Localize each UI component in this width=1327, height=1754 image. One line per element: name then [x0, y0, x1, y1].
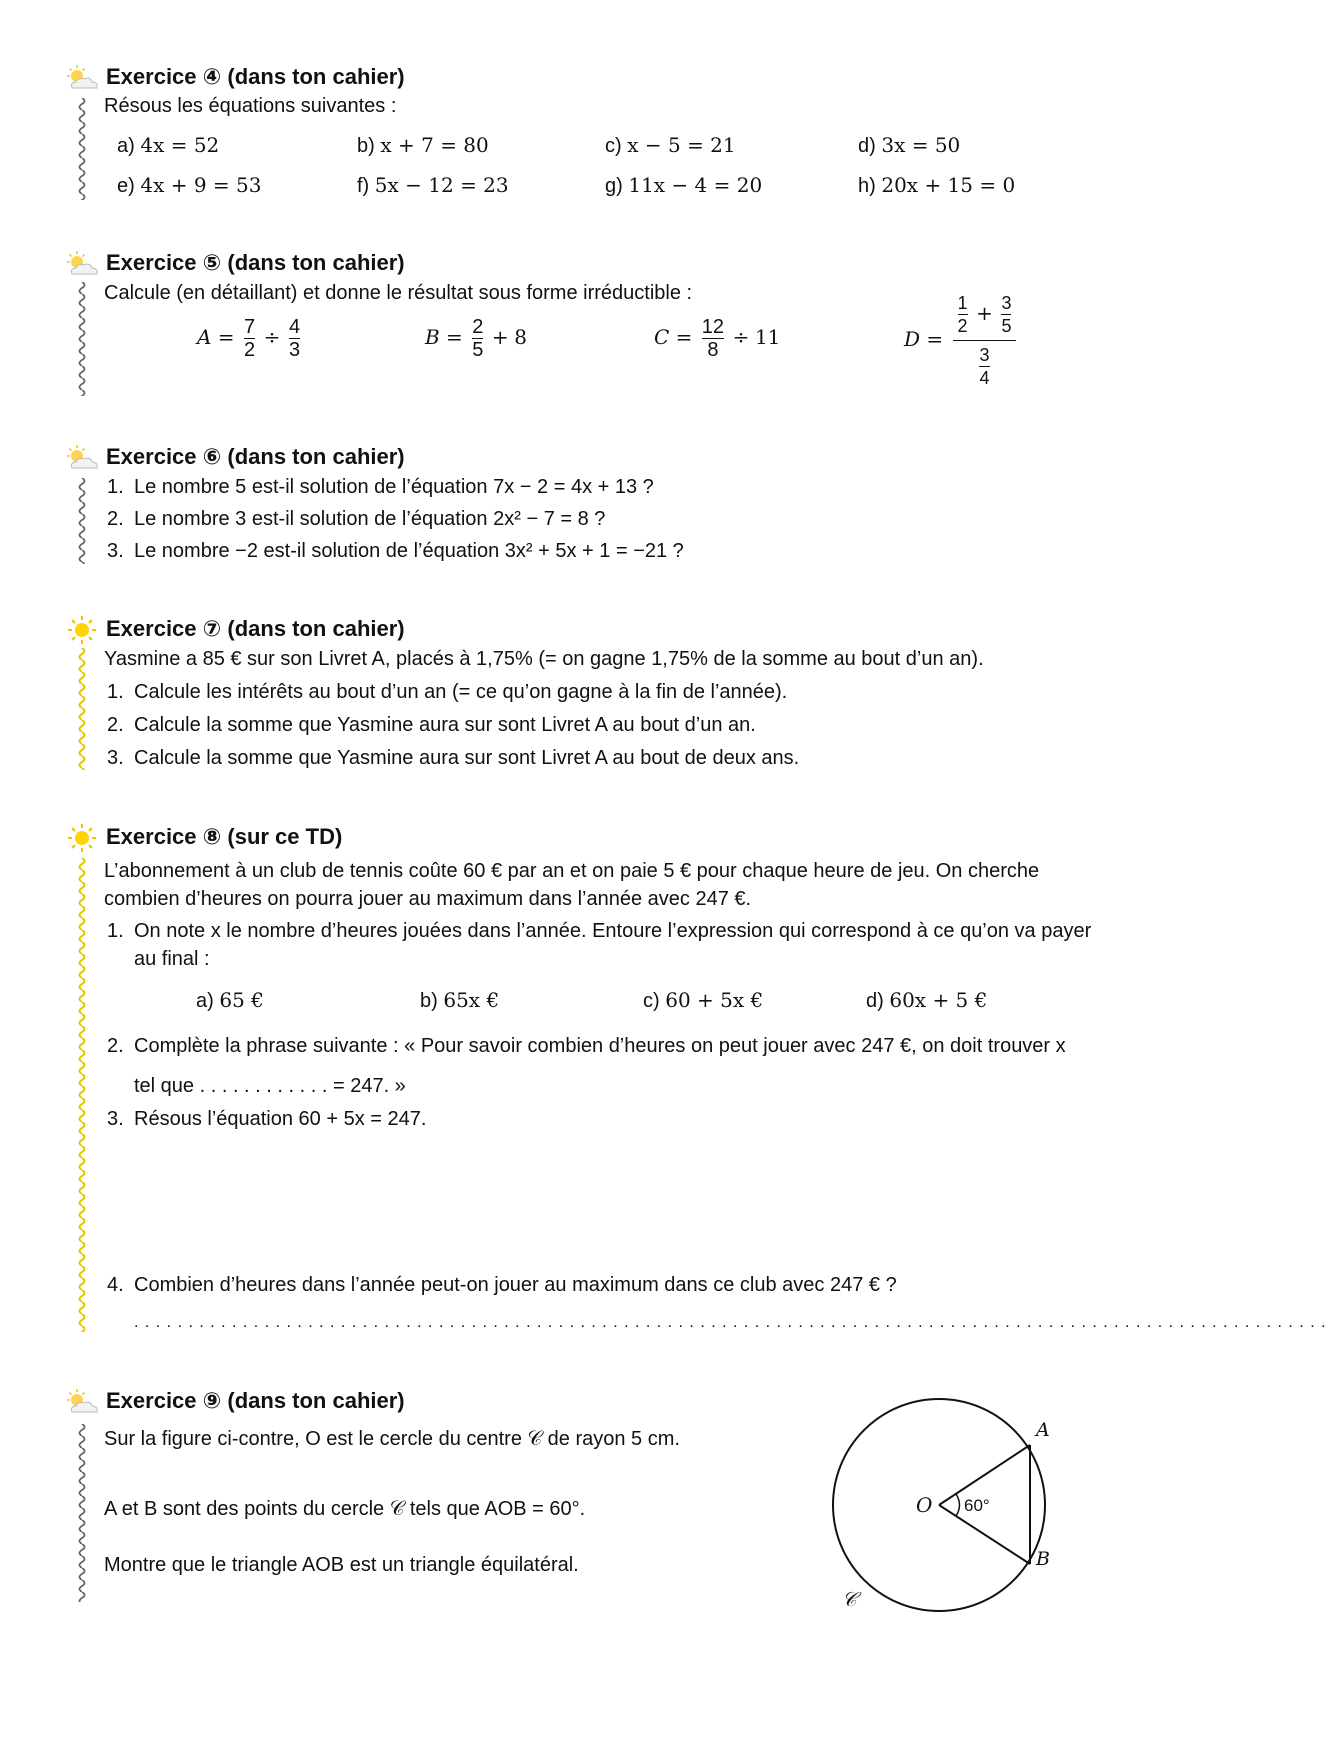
angle-arc [956, 1494, 960, 1516]
answer-space[interactable] [134, 1140, 1124, 1264]
item-number: 3. [107, 747, 124, 769]
question-text: Calcule la somme que Yasmine aura sur sont Livret A au bout de deux ans. [134, 747, 800, 769]
expression-B: B = $\frac{2}{5}$ + 8 [425, 316, 527, 361]
margin-wave-decoration [74, 1424, 90, 1602]
exercise-8-title: Exercice ⑧ (sur ce TD) [106, 824, 343, 849]
sun-icon [64, 824, 100, 852]
partly-cloudy-icon [64, 1388, 100, 1416]
item-number: 3. [107, 1108, 124, 1130]
label-A: A [1036, 1419, 1050, 1441]
item-number: 1. [107, 681, 124, 703]
fraction: $\frac{2}{5}$ [472, 316, 484, 361]
question-text: Le nombre −2 est-il solution de l’équation 3x² + 5x + 1 = −21 ? [134, 540, 684, 562]
equation-item: c) x − 5 = 21 [605, 133, 736, 157]
fill-in-blank[interactable]: tel que . . . . . . . . . . . . = 247. » [134, 1075, 406, 1097]
exercise-5-title: Exercice ⑤ (dans ton cahier) [106, 250, 405, 275]
exercise-9-title: Exercice ⑨ (dans ton cahier) [106, 1388, 405, 1413]
answer-line[interactable]: . . . . . . . . . . . . . . . . . . . . . . . . . . . . . . . . . . . . . . . . . . . . . . . . . . . . . . . . . . . . . . . . . . . . . . . . . . . . . . . . . . . . . . . . . . . . . . . . . . . . . . . . . . . . . . [134, 1314, 1327, 1331]
margin-wave-decoration [74, 282, 90, 396]
exercise-4-prompt: Résous les équations suivantes : [104, 95, 397, 117]
expression-D: D = $\frac{1}{2}$ + $\frac{3}{5}$ $\frac{3}{4}$ [904, 292, 1019, 389]
partly-cloudy-icon [64, 64, 100, 92]
exercise-8-intro: combien d’heures on pourra jouer au maximum dans l’année avec 247 €. [104, 888, 752, 910]
equation-item: f) 5x − 12 = 23 [357, 173, 509, 197]
exercise-7-intro: Yasmine a 85 € sur son Livret A, placés à 1,75% (= on gagne 1,75% de la somme au bout d’un an). [104, 648, 984, 670]
fraction: $\frac{12}{8}$ [701, 316, 725, 361]
choice-item[interactable]: d) 60x + 5 € [866, 988, 988, 1012]
question-text: Le nombre 5 est-il solution de l’équation 7x − 2 = 4x + 13 ? [134, 476, 654, 498]
angle-label: 60° [964, 1496, 990, 1515]
question-text: Calcule la somme que Yasmine aura sur sont Livret A au bout d’un an. [134, 714, 756, 736]
margin-wave-decoration [74, 98, 90, 200]
exercise-6-title: Exercice ⑥ (dans ton cahier) [106, 444, 405, 469]
item-number: 2. [107, 714, 124, 736]
choice-item[interactable]: a) 65 € [196, 988, 264, 1012]
exercise-9-line: Montre que le triangle AOB est un triangle équilatéral. [104, 1554, 579, 1576]
label-O: O [916, 1493, 933, 1517]
exercise-5-prompt: Calcule (en détaillant) et donne le résultat sous forme irréductible : [104, 282, 693, 304]
choice-item[interactable]: c) 60 + 5x € [643, 988, 764, 1012]
question-text: Calcule les intérêts au bout d’un an (= ce qu’on gagne à la fin de l’année). [134, 681, 788, 703]
label-B: B [1036, 1548, 1050, 1570]
partly-cloudy-icon [64, 250, 100, 278]
question-text: Le nombre 3 est-il solution de l’équation 2x² − 7 = 8 ? [134, 508, 606, 530]
margin-wave-decoration [74, 648, 90, 770]
exercise-8-intro: L’abonnement à un club de tennis coûte 60 € par an et on paie 5 € pour chaque heure de jeu. On cherche [104, 860, 1040, 882]
question-text: On note x le nombre d’heures jouées dans l’année. Entoure l’expression qui correspond à ce qu’on va payer [134, 920, 1092, 942]
margin-wave-decoration [74, 858, 90, 1332]
item-number: 1. [107, 920, 124, 942]
fraction: $\frac{7}{2}$ [243, 316, 256, 361]
item-number: 3. [107, 540, 124, 562]
question-text: Combien d’heures dans l’année peut-on jouer au maximum dans ce club avec 247 € ? [134, 1274, 897, 1296]
equation-item: b) x + 7 = 80 [357, 133, 489, 157]
equation-item: d) 3x = 50 [858, 133, 961, 157]
exercise-4-title: Exercice ④ (dans ton cahier) [106, 64, 405, 89]
question-text: Résous l’équation 60 + 5x = 247. [134, 1108, 427, 1130]
equation-item: h) 20x + 15 = 0 [858, 173, 1016, 197]
expression-C: C = $\frac{12}{8}$ ÷ 11 [654, 316, 781, 361]
sun-icon [64, 616, 100, 644]
expression-A: A = $\frac{7}{2}$ ÷ $\frac{4}{3}$ [197, 316, 301, 361]
choice-item[interactable]: b) 65x € [420, 988, 500, 1012]
equation-item: g) 11x − 4 = 20 [605, 173, 763, 197]
item-number: 2. [107, 1035, 124, 1057]
partly-cloudy-icon [64, 444, 100, 472]
item-number: 4. [107, 1274, 124, 1296]
equation-item: a) 4x = 52 [117, 133, 220, 157]
fraction: $\frac{4}{3}$ [288, 316, 301, 361]
margin-wave-decoration [74, 478, 90, 564]
question-text: au final : [134, 948, 210, 970]
question-text: Complète la phrase suivante : « Pour savoir combien d’heures on peut jouer avec 247 €, on doit trouver x [134, 1035, 1066, 1057]
equation-item: e) 4x + 9 = 53 [117, 173, 262, 197]
exercise-9-line: Sur la figure ci-contre, O est le cercle du centre 𝒞 de rayon 5 cm. [104, 1428, 680, 1450]
label-C: 𝒞 [842, 1587, 857, 1611]
exercise-9-line: A et B sont des points du cercle 𝒞 tels que AOB = 60°. [104, 1498, 586, 1520]
exercise-7-title: Exercice ⑦ (dans ton cahier) [106, 616, 405, 641]
circle-figure [820, 1388, 1080, 1628]
item-number: 2. [107, 508, 124, 530]
complex-fraction: $\frac{1}{2}$ + $\frac{3}{5}$ $\frac{3}{4}$ [953, 292, 1017, 389]
item-number: 1. [107, 476, 124, 498]
